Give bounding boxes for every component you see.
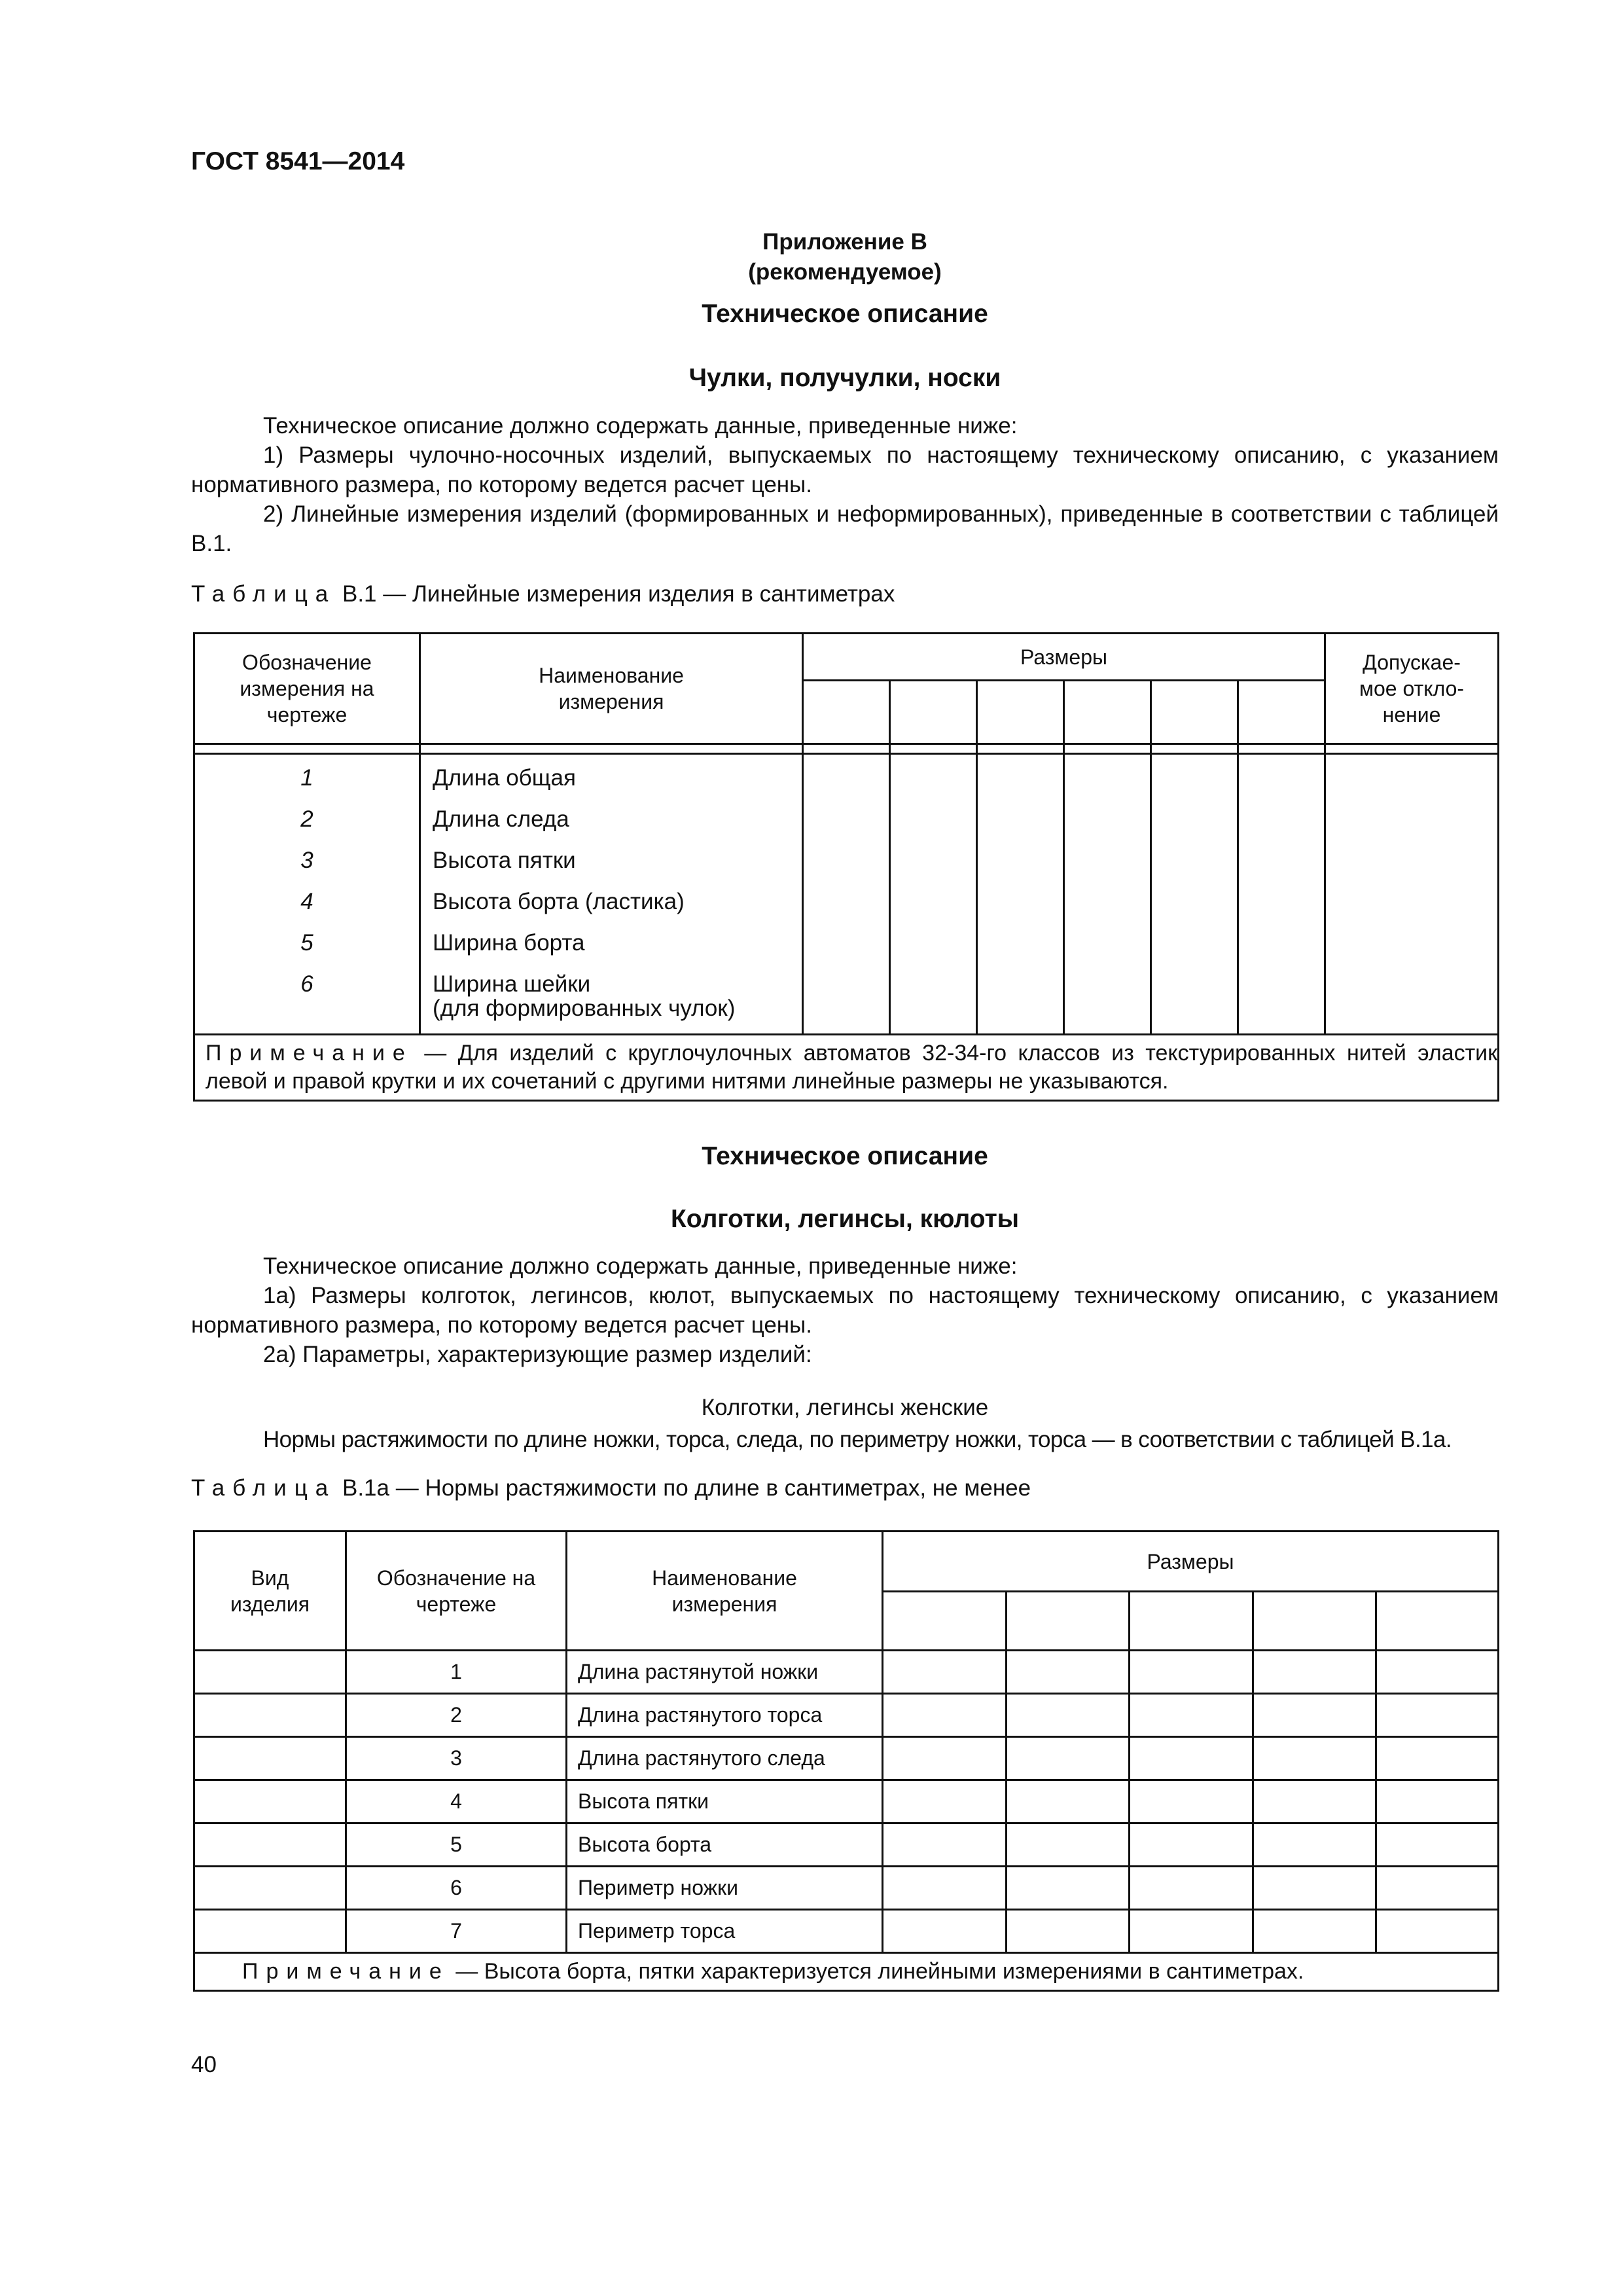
size-cell	[1238, 681, 1325, 744]
size-cell	[1007, 1823, 1130, 1867]
section1-subtitle: Чулки, получулки, носки	[688, 364, 1001, 392]
section1-text	[191, 411, 1499, 558]
size-cell	[1376, 1780, 1499, 1823]
designation-number: 7	[346, 1910, 567, 1953]
size-cell	[1253, 1694, 1376, 1737]
designation-number: 6	[300, 971, 313, 997]
designation-number: 1	[300, 765, 313, 791]
measurement-name: Высота борта	[567, 1823, 883, 1867]
paragraph: Нормы растяжимости по длине ножки, торса, следа, по периметру ножки, торса — в соответствии с таблицей В.1а.	[263, 1427, 1452, 1452]
table-row	[194, 1780, 1499, 1823]
size-cell	[1064, 754, 1151, 1035]
measurement-name: Периметр торса	[567, 1910, 883, 1953]
size-cell	[977, 754, 1064, 1035]
size-cell	[883, 1592, 1007, 1651]
measurement-name: Длина растянутой ножки	[567, 1651, 883, 1694]
table-row	[194, 1694, 1499, 1737]
size-cell	[1253, 1780, 1376, 1823]
size-cell	[1130, 1823, 1253, 1867]
designation-number: 3	[346, 1737, 567, 1780]
table1-caption	[191, 581, 895, 607]
size-cell	[1253, 1823, 1376, 1867]
section2-title: Техническое описание	[702, 1142, 988, 1170]
size-cell	[1130, 1737, 1253, 1780]
size-cell	[1130, 1780, 1253, 1823]
size-cell	[1007, 1592, 1130, 1651]
note-label: Примечание	[242, 1959, 450, 1984]
size-cell	[1376, 1651, 1499, 1694]
designation-number: 4	[300, 889, 313, 914]
table-label: Таблица	[191, 581, 336, 607]
col-header-name: Наименование измерения	[420, 634, 803, 744]
table-body	[194, 754, 1499, 1035]
tolerance-cell	[1325, 754, 1499, 1035]
measurement-name: Высота пятки	[567, 1780, 883, 1823]
size-cell	[883, 1737, 1007, 1780]
designation-number: 5	[300, 930, 313, 956]
page-number: 40	[191, 2052, 217, 2077]
size-cell	[1253, 1867, 1376, 1910]
note-label: Примечание	[205, 1041, 413, 1066]
size-cell	[803, 681, 890, 744]
measurement-name: Длина растянутого торса	[567, 1694, 883, 1737]
col-header-tolerance: Допускае-мое откло-нение	[1325, 634, 1499, 744]
table-row	[194, 1737, 1499, 1780]
size-cell	[1130, 1651, 1253, 1694]
measurement-name-continued: (для формированных чулок)	[433, 996, 736, 1021]
size-cell	[883, 1694, 1007, 1737]
norms-text	[191, 1425, 1499, 1454]
size-cell	[883, 1823, 1007, 1867]
measurement-name: Высота пятки	[433, 848, 576, 873]
sub-heading: Колготки, легинсы женские	[701, 1395, 989, 1420]
designation-number: 6	[346, 1867, 567, 1910]
size-cell	[883, 1910, 1007, 1953]
kind-cell	[194, 1737, 346, 1780]
size-cell	[1376, 1592, 1499, 1651]
size-cell	[883, 1867, 1007, 1910]
size-cell	[1151, 681, 1238, 744]
table2-note	[194, 1953, 1499, 1991]
section2-subtitle: Колготки, легинсы, кюлоты	[670, 1205, 1020, 1233]
designation-column	[194, 754, 420, 1035]
note-text: — Для изделий с круглочулочных автоматов 32-34-го классов из текстурированных нитей эластик левой и правой крутки и их сочетаний с другими нитями линейные размеры не указываются.	[205, 1041, 1498, 1094]
size-cell	[1130, 1592, 1253, 1651]
size-cell	[883, 1780, 1007, 1823]
paragraph: Техническое описание должно содержать данные, приведенные ниже:	[263, 1253, 1018, 1279]
appendix-title: Приложение В	[762, 229, 927, 255]
col-header-designation: Обозначение на чертеже	[346, 1532, 567, 1651]
table2-caption	[191, 1475, 1031, 1501]
table-row	[194, 1910, 1499, 1953]
appendix-heading	[191, 227, 1499, 287]
table-row	[194, 1823, 1499, 1867]
measurement-name: Длина общая	[433, 765, 576, 791]
section2-text	[191, 1251, 1499, 1369]
size-cell	[1130, 1694, 1253, 1737]
paragraph: Техническое описание должно содержать данные, приведенные ниже:	[263, 413, 1018, 439]
size-cell	[1007, 1737, 1130, 1780]
size-cell	[1253, 1592, 1376, 1651]
measurement-name: Высота борта (ластика)	[433, 889, 685, 914]
size-cell	[977, 681, 1064, 744]
size-cell	[1376, 1867, 1499, 1910]
kind-cell	[194, 1651, 346, 1694]
size-cell	[1007, 1867, 1130, 1910]
kind-cell	[194, 1910, 346, 1953]
paragraph: 1) Размеры чулочно-носочных изделий, выпускаемых по настоящему техническому описанию, с указанием нормативного размера, по которому ведется расчет цены.	[191, 442, 1499, 497]
kind-cell	[194, 1780, 346, 1823]
kind-cell	[194, 1694, 346, 1737]
col-header-name: Наименование измерения	[567, 1532, 883, 1651]
designation-number: 3	[300, 848, 313, 873]
table-row	[194, 1651, 1499, 1694]
paragraph: 2) Линейные измерения изделий (формированных и неформированных), приведенные в соответствии с таблицей В.1.	[191, 501, 1499, 556]
size-cell	[890, 681, 977, 744]
size-cell	[1007, 1651, 1130, 1694]
col-header-sizes: Размеры	[883, 1532, 1499, 1592]
size-cell	[883, 1651, 1007, 1694]
table1-note	[194, 1035, 1499, 1101]
size-cell	[1253, 1910, 1376, 1953]
size-cell	[1253, 1737, 1376, 1780]
kind-cell	[194, 1823, 346, 1867]
size-cell	[803, 754, 890, 1035]
designation-number: 5	[346, 1823, 567, 1867]
note-text: — Высота борта, пятки характеризуется линейными измерениями в сантиметрах.	[455, 1959, 1304, 1984]
table-row	[194, 1867, 1499, 1910]
designation-number: 2	[346, 1694, 567, 1737]
size-cell	[1253, 1651, 1376, 1694]
size-cell	[1376, 1694, 1499, 1737]
size-cell	[1151, 754, 1238, 1035]
table2	[193, 1530, 1499, 1992]
size-cell	[1238, 754, 1325, 1035]
table-caption-text: В.1 — Линейные измерения изделия в сантиметрах	[342, 581, 895, 607]
section1-title: Техническое описание	[702, 300, 988, 328]
paragraph: 1а) Размеры колготок, легинсов, кюлот, выпускаемых по настоящему техническому описанию, с указанием нормативного размера, по которому ведется расчет цены.	[191, 1283, 1499, 1338]
table-label: Таблица	[191, 1475, 336, 1501]
measurement-name: Ширина шейки	[433, 971, 591, 997]
table-caption-text: В.1а — Нормы растяжимости по длине в сантиметрах, не менее	[342, 1475, 1031, 1501]
measurement-name: Длина следа	[433, 806, 569, 832]
size-cell	[890, 754, 977, 1035]
measurement-name: Длина растянутого следа	[567, 1737, 883, 1780]
size-cell	[1007, 1694, 1130, 1737]
designation-number: 1	[346, 1651, 567, 1694]
col-header-designation: Обозначение измерения на чертеже	[194, 634, 420, 744]
size-cell	[1007, 1910, 1130, 1953]
measurement-name: Периметр ножки	[567, 1867, 883, 1910]
designation-number: 4	[346, 1780, 567, 1823]
paragraph: 2а) Параметры, характеризующие размер изделий:	[263, 1342, 812, 1367]
kind-cell	[194, 1867, 346, 1910]
measurement-name-column	[420, 754, 803, 1035]
size-cell	[1007, 1780, 1130, 1823]
measurement-name: Ширина борта	[433, 930, 585, 956]
size-cell	[1376, 1910, 1499, 1953]
size-cell	[1130, 1867, 1253, 1910]
size-cell	[1376, 1823, 1499, 1867]
document-code: ГОСТ 8541—2014	[191, 147, 405, 175]
size-cell	[1064, 681, 1151, 744]
size-cell	[1130, 1910, 1253, 1953]
size-cell	[1376, 1737, 1499, 1780]
col-header-kind: Вид изделия	[194, 1532, 346, 1651]
table1	[193, 632, 1499, 1102]
appendix-type: (рекомендуемое)	[748, 259, 942, 285]
header-separator	[194, 744, 1499, 754]
col-header-sizes: Размеры	[803, 634, 1325, 681]
designation-number: 2	[300, 806, 313, 832]
